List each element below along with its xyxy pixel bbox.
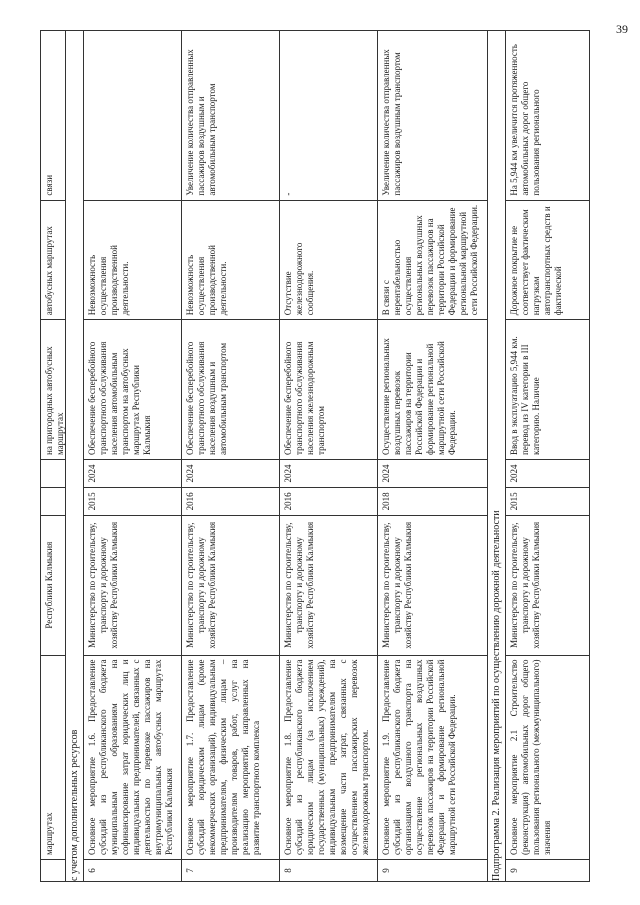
indicator-link: - [283, 192, 293, 196]
table-row [280, 30, 378, 882]
expected-result: Ввод в эксплуатацию 5,944 км. перевод из IV категории в III категорию. Наличие [506, 319, 589, 459]
expected-result: Осуществление региональных воздушных перевозок пассажиров на территории Российской Федерации и формирование региональной маршрутной сети Российской Федерации. [378, 319, 487, 459]
header-num [41, 859, 65, 881]
year-end: 2024 [280, 459, 377, 487]
expected-result: Обеспечение бесперебойного транспортного обслуживания населения воздушным и автомобильным транспортом [182, 319, 279, 459]
year-start: 2018 [378, 487, 487, 515]
row-number: 6 [84, 859, 181, 881]
consequence: Дорожное покрытие не соответствует фактическим нагрузкам автотранспортных средств и фактической [506, 200, 589, 320]
measure-description: Основное мероприятие 1.9. Предоставление субсидий из республиканского бюджета организациям воздушного транспорта на осуществление региональных воздушных перевозок пассажиров на территории Российской Федерации и формирование региональной маршрутной сети Российской Федерации. [378, 655, 487, 860]
measure-description: Основное мероприятие 2.1 Строительство (реконструкция) автомобильных дорог общего пользования регионального (межмуниципального) значения [506, 655, 589, 860]
year-end: 2024 [378, 459, 487, 487]
measure-description: Основное мероприятие 1.6. Предоставление субсидий из республиканского бюджета муниципальным образованиям на софинансирование затрат юридических лиц и индивидуальных предпринимателей, связанных с деятельностью по перевозке пассажиров на внутримуниципальных автобусных маршрутах Республики Калмыкия [84, 655, 181, 860]
year-start: 2016 [182, 487, 279, 515]
section-label: с учетом дополнительных ресурсов [69, 729, 80, 881]
row-number: 9 [506, 859, 589, 881]
table-row [506, 30, 590, 882]
header-exec: Республики Калмыкия [41, 515, 65, 655]
header-year-end [41, 459, 65, 487]
executor: Министерство по строительству, транспорту и дорожному хозяйству Республики Калмыкия [280, 515, 377, 655]
table-row [84, 30, 182, 882]
table-row [378, 30, 488, 882]
year-end: 2024 [84, 459, 181, 487]
table-row [182, 30, 280, 882]
header-neg: на пригородных автобусных маршрутах [41, 319, 65, 459]
executor: Министерство по строительству, транспорту и дорожному хозяйству Республики Калмыкия [506, 515, 589, 655]
indicator-link [84, 31, 181, 200]
year-start: 2015 [84, 487, 181, 515]
measure-description: Основное мероприятие 1.7. Предоставление субсидий юридическим лицам (кроме некоммерческих организаций), индивидуальным предпринимателям, физическим лицам – производителям товаров, работ, услуг на реализацию мероприятий, направленных на развитие транспортного комплекса [182, 655, 279, 860]
indicator-link: На 5,944 км увеличится протяженность автомобильных дорог общего пользования регионального [509, 44, 541, 196]
year-start: 2016 [280, 487, 377, 515]
consequence: Отсутствие железнодорожного сообщения. [280, 200, 377, 320]
page-number: 39 [616, 22, 628, 36]
consequence: Невозможность осуществления производственной деятельности. [84, 200, 181, 320]
row-number: 7 [182, 859, 279, 881]
consequence: Невозможность осуществления производственной деятельности. [182, 200, 279, 320]
consequence: В связи с нерентабельностью осуществления региональных воздушных перевозок пассажиров на территории Российской Федерации и формирование региональной маршрутной сети Российской Федерации. [378, 200, 487, 320]
indicator-link: Увеличение количества отправленных пассажиров воздушным и автомобильным транспортом [185, 49, 217, 196]
header-ind: связи [44, 174, 54, 196]
executor: Министерство по строительству, транспорту и дорожному хозяйству Республики Калмыкия [378, 515, 487, 655]
executor: Министерство по строительству, транспорту и дорожному хозяйству Республики Калмыкия [182, 515, 279, 655]
table-header-row [40, 30, 66, 882]
year-end: 2024 [182, 459, 279, 487]
expected-result: Обеспечение бесперебойного транспортного обслуживания населения железнодорожным транспортом [280, 319, 377, 459]
row-number: 8 [280, 859, 377, 881]
year-start: 2015 [506, 487, 589, 515]
measure-description: Основное мероприятие 1.8. Предоставление субсидий из республиканского бюджета юридическим лицам (за исключением государственных (муниципальных) учреждений), индивидуальным предпринимателям на возмещение части затрат, связанных с осуществлением пассажирских перевозок железнодорожным транспортом. [280, 655, 377, 860]
subprogram-row [488, 30, 506, 882]
rotated-table [40, 30, 606, 882]
header-main: маршрутах [41, 655, 65, 860]
subprogram-title: Подпрограмма 2. Реализация мероприятий по осуществлению дорожной деятельности [491, 510, 502, 881]
header-why: автобусных маршрутах [41, 200, 65, 320]
section-row [66, 30, 84, 882]
indicator-link: Увеличение количества отправленных пассажиров воздушным транспортом [381, 49, 402, 196]
row-number: 9 [378, 859, 487, 881]
year-end: 2024 [506, 459, 589, 487]
document-page [40, 30, 606, 882]
executor: Министерство по строительству, транспорту и дорожному хозяйству Республики Калмыкия [84, 515, 181, 655]
expected-result: Обеспечение бесперебойного транспортного обслуживания населения автомобильным транспортом на автобусных маршрутах Республики Калмыкия [84, 319, 181, 459]
header-year-start [41, 487, 65, 515]
